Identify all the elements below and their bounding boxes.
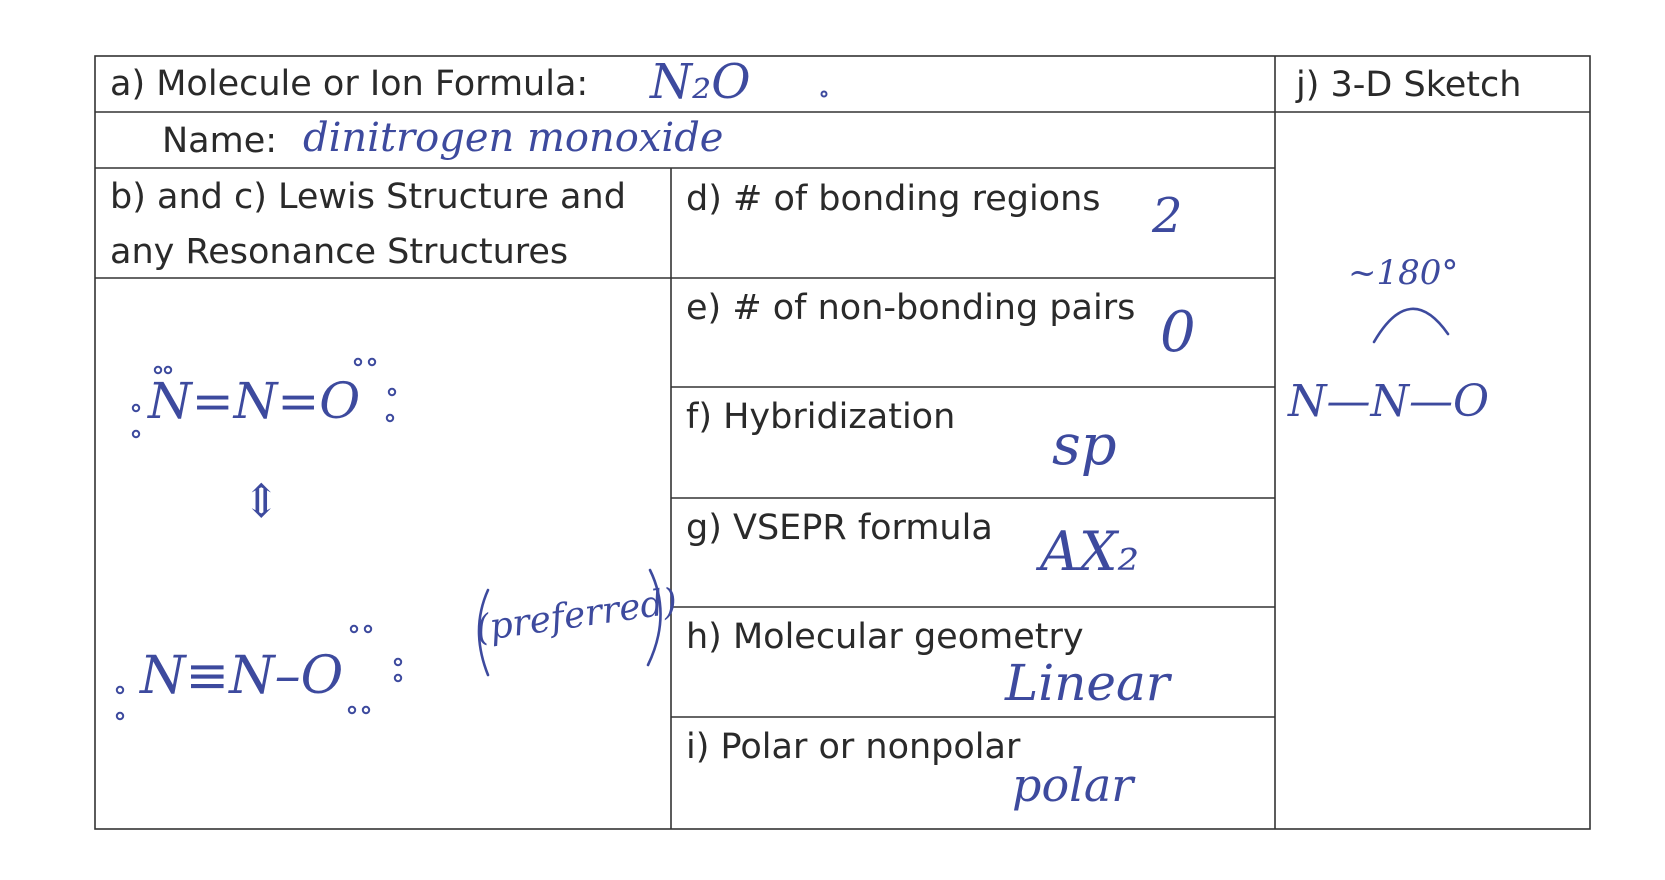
vsepr-answer: AX₂: [1040, 520, 1140, 583]
resonance-arrow: ⇕: [242, 474, 281, 528]
lewis-label-line1: b) and c) Lewis Structure and: [110, 177, 626, 217]
vsepr-label: g) VSEPR formula: [686, 508, 993, 548]
hybridization-answer: sp: [1052, 413, 1117, 478]
lewis-structure-2: N≡N–O: [140, 646, 344, 706]
preferred-note: (preferred): [473, 581, 680, 650]
name-answer: dinitrogen monoxide: [303, 115, 724, 161]
nonbonding-pairs-label: e) # of non-bonding pairs: [686, 288, 1136, 328]
hybridization-label: f) Hybridization: [686, 397, 956, 437]
polarity-label: i) Polar or nonpolar: [686, 727, 1021, 767]
geometry-label: h) Molecular geometry: [686, 617, 1084, 657]
name-label: Name:: [162, 121, 278, 161]
formula-label: a) Molecule or Ion Formula:: [110, 64, 589, 104]
polarity-answer: polar: [1012, 758, 1134, 812]
geometry-answer: Linear: [1005, 654, 1170, 712]
sketch-chain: N—N—O: [1288, 376, 1490, 427]
sketch-angle: ~180°: [1348, 253, 1459, 293]
bonding-regions-answer: 2: [1152, 188, 1183, 244]
nonbonding-pairs-answer: 0: [1160, 300, 1196, 365]
lewis-structure-1: N=N=O: [148, 372, 361, 430]
bonding-regions-label: d) # of bonding regions: [686, 179, 1101, 219]
lewis-label-line2: any Resonance Structures: [110, 232, 569, 272]
formula-answer: N₂O: [650, 54, 751, 110]
sketch-label: j) 3-D Sketch: [1296, 65, 1522, 105]
